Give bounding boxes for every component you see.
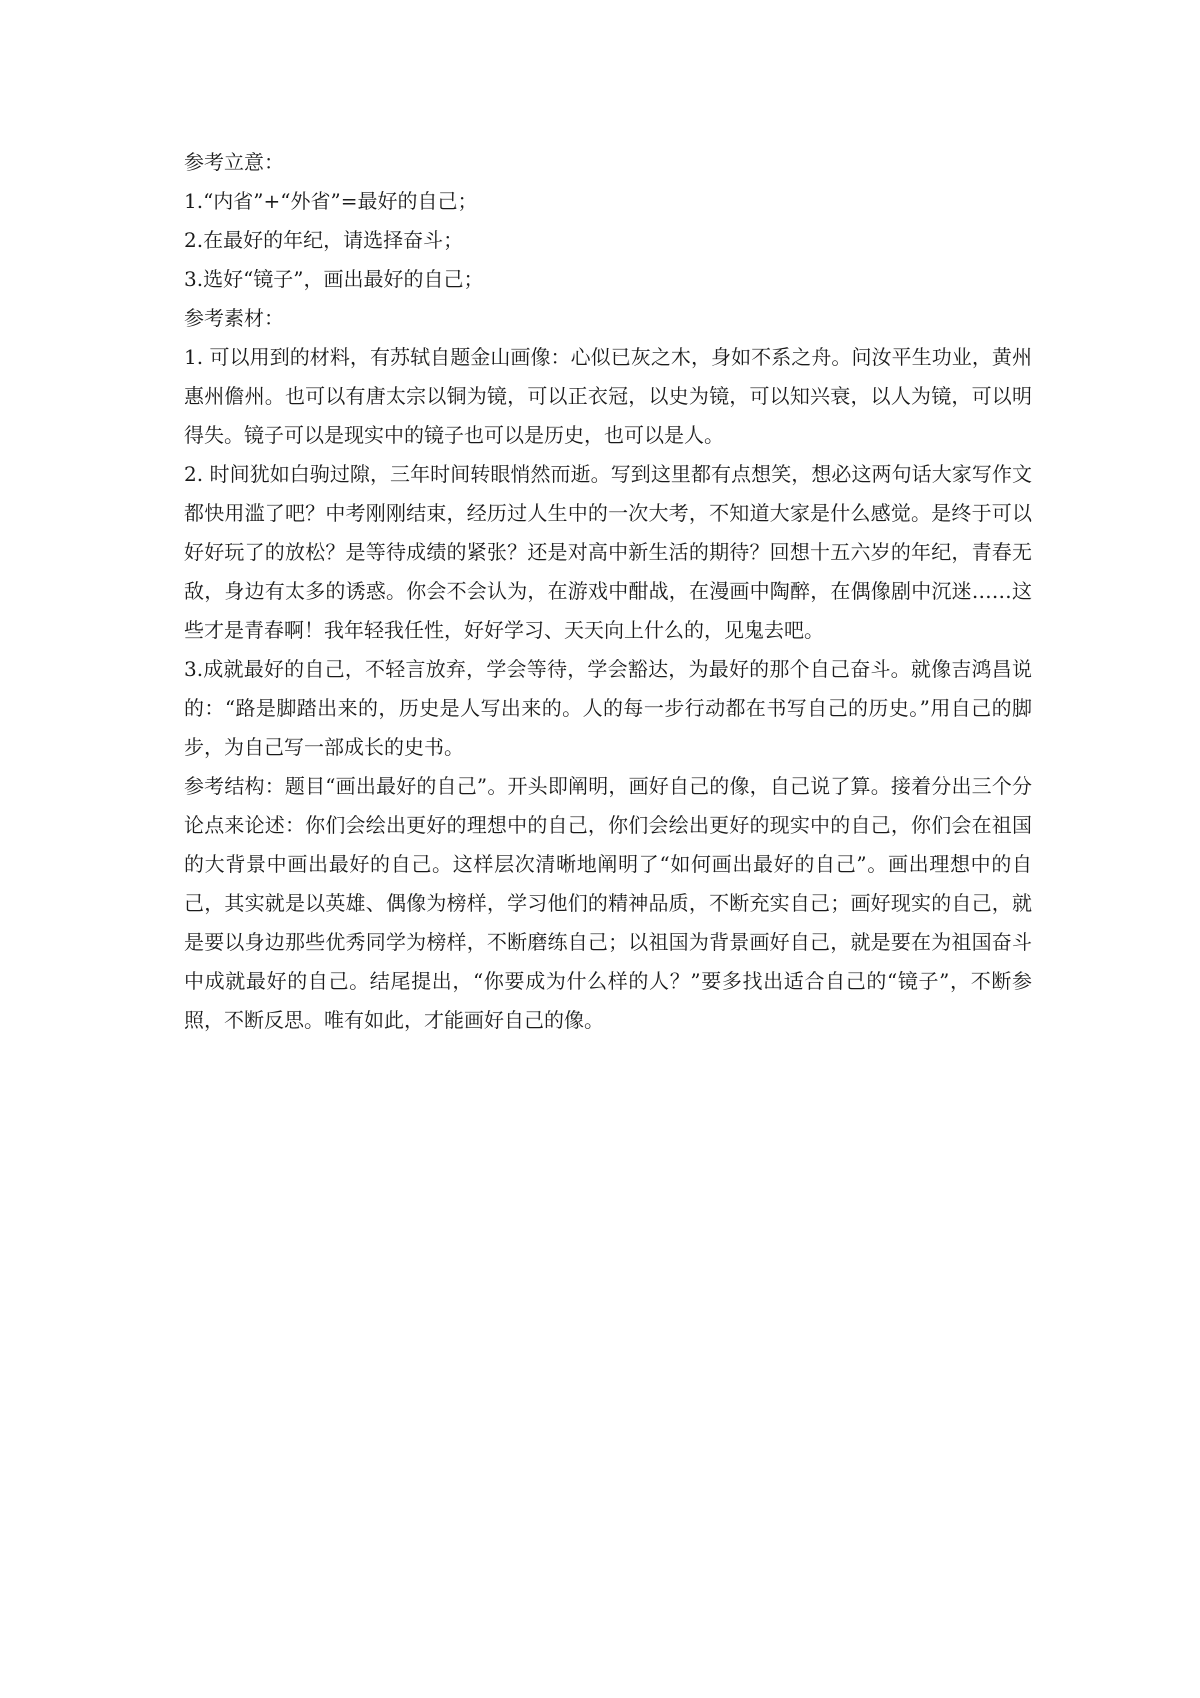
material-item-3: 3.成就最好的自己，不轻言放弃，学会等待，学会豁达，为最好的那个自己奋斗。就像吉鸿昌说的：“路是脚踏出来的，历史是人写出来的。人的每一步行动都在书写自己的历史。”用自己的脚步，为自己写一部成长的史书。 bbox=[184, 657, 1032, 759]
material-item-2: 2. 时间犹如白驹过隙，三年时间转眼悄然而逝。写到这里都有点想笑，想必这两句话大家写作文都快用滥了吧？中考刚刚结束，经历过人生中的一次大考，不知道大家是什么感觉。是终于可以好好玩了的放松？是等待成绩的紧张？还是对高中新生活的期待？回想十五六岁的年纪，青春无敌，身边有太多的诱惑。你会不会认为，在游戏中酣战，在漫画中陶醉，在偶像剧中沉迷……这些才是青春啊！我年轻我任性，好好学习、天天向上什么的，见鬼去吧。 bbox=[184, 462, 1032, 642]
idea-item-1: 1.“内省”+“外省”=最好的自己； bbox=[184, 189, 478, 213]
idea-item-2: 2.在最好的年纪，请选择奋斗； bbox=[184, 228, 464, 252]
material-item-1: 1. 可以用到的材料，有苏轼自题金山画像：心似已灰之木，身如不系之舟。问汝平生功业，黄州惠州儋州。也可以有唐太宗以铜为镜，可以正衣冠，以史为镜，可以知兴衰，以人为镜，可以明得失。镜子可以是现实中的镜子也可以是历史，也可以是人。 bbox=[184, 345, 1032, 447]
reference-structure-paragraph: 参考结构：题目“画出最好的自己”。开头即阐明，画好自己的像，自己说了算。接着分出三个分论点来论述：你们会绘出更好的理想中的自己，你们会绘出更好的现实中的自己，你们会在祖国的大背景中画出最好的自己。这样层次清晰地阐明了“如何画出最好的自己”。画出理想中的自己，其实就是以英雄、偶像为榜样，学习他们的精神品质，不断充实自己；画好现实的自己，就是要以身边那些优秀同学为榜样，不断磨练自己；以祖国为背景画好自己，就是要在为祖国奋斗中成就最好的自己。结尾提出，“你要成为什么样的人？”要多找出适合自己的“镜子”，不断参照，不断反思。唯有如此，才能画好自己的像。 bbox=[184, 774, 1032, 1032]
document-body bbox=[184, 143, 1032, 1040]
heading-reference-materials: 参考素材： bbox=[184, 306, 284, 330]
idea-item-3: 3.选好“镜子”，画出最好的自己； bbox=[184, 267, 484, 291]
heading-reference-ideas: 参考立意： bbox=[184, 150, 284, 174]
